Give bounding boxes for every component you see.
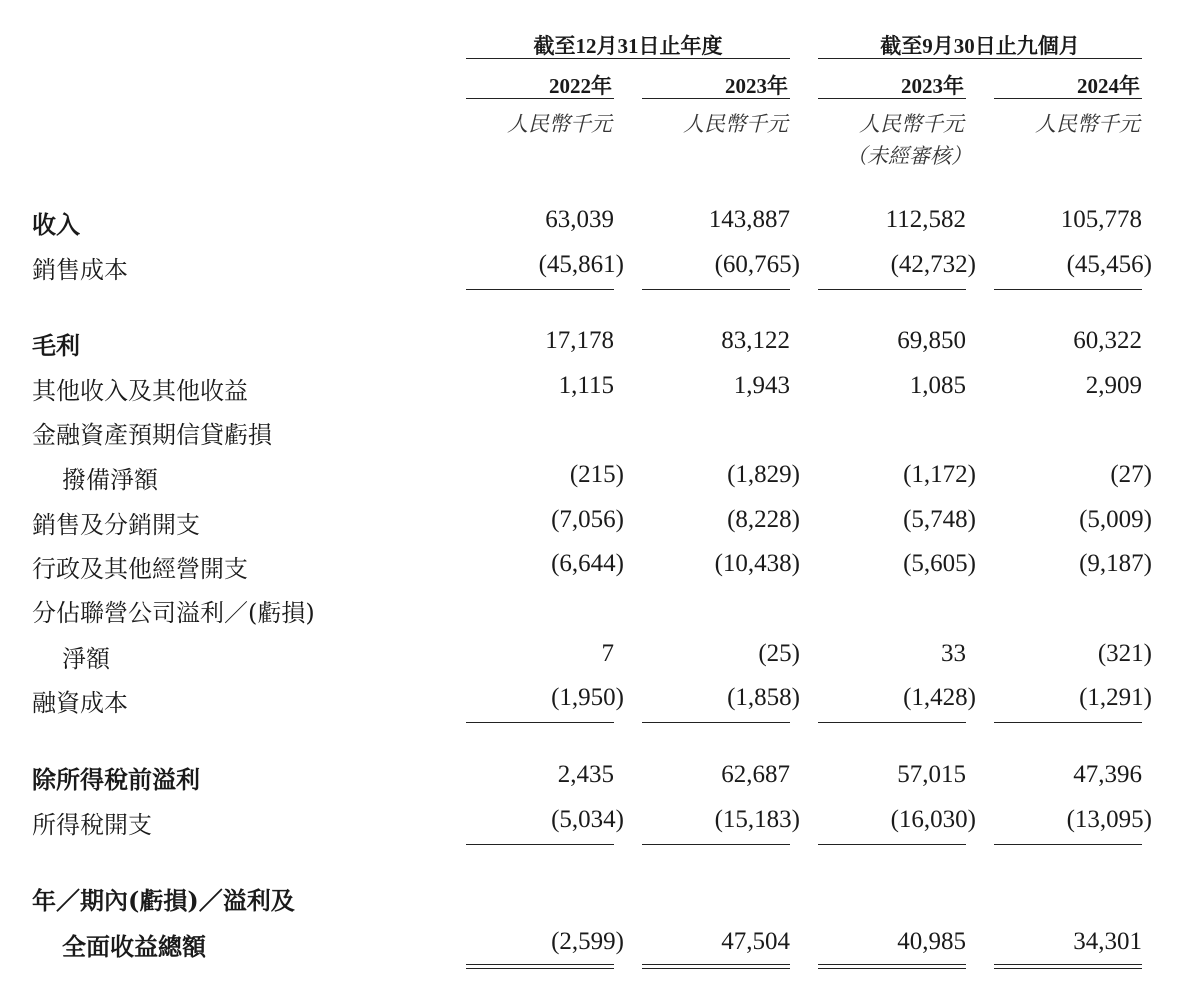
value-gross-profit-2023: 83,122 <box>721 327 790 354</box>
row-label-profit-before-tax: 除所得稅前溢利 <box>32 765 200 794</box>
value-revenue-9m2024: 105,778 <box>1060 206 1142 233</box>
value-associates-9m2024: (321) <box>1097 640 1152 667</box>
row-label-selling-expenses: 銷售及分銷開支 <box>32 511 200 539</box>
value-ecl-2023: (1,829) <box>727 461 800 488</box>
value-gross-profit-2022: 17,178 <box>545 327 614 354</box>
row-label-ecl-line2: 撥備淨額 <box>62 466 158 494</box>
header-group-nine-rule <box>818 58 1142 59</box>
value-cost-of-sales-2022: (45,861) <box>538 251 624 278</box>
subtotal-rule-1-col2 <box>642 289 790 290</box>
value-gross-profit-9m2023: 69,850 <box>897 327 966 354</box>
header-year-2022: 2022年 <box>549 74 612 98</box>
value-associates-2023: (25) <box>758 640 800 667</box>
header-rule-1 <box>466 98 614 99</box>
value-pbt-2022: 2,435 <box>557 761 614 788</box>
value-tax-2023: (15,183) <box>714 806 800 833</box>
row-label-total-line1: 年／期內(虧損)／溢利及 <box>32 886 295 915</box>
row-label-cost-of-sales: 銷售成本 <box>32 256 128 284</box>
total-double-rule-col1 <box>466 964 614 969</box>
unit-col-2: 人民幣千元 <box>683 112 788 136</box>
value-finance-costs-9m2024: (1,291) <box>1079 684 1152 711</box>
value-cost-of-sales-9m2024: (45,456) <box>1066 251 1152 278</box>
value-other-income-9m2024: 2,909 <box>1085 372 1142 399</box>
total-double-rule-col3 <box>818 964 966 969</box>
value-finance-costs-9m2023: (1,428) <box>903 684 976 711</box>
value-total-9m2023: 40,985 <box>897 928 966 955</box>
subtotal-rule-3-col1 <box>466 844 614 845</box>
row-label-revenue: 收入 <box>32 210 80 239</box>
header-group-year: 截至12月31日止年度 <box>533 34 723 58</box>
total-double-rule-col4 <box>994 964 1142 969</box>
value-pbt-9m2023: 57,015 <box>897 761 966 788</box>
value-admin-9m2023: (5,605) <box>903 550 976 577</box>
row-label-total-line2: 全面收益總額 <box>62 932 206 961</box>
value-selling-9m2024: (5,009) <box>1079 506 1152 533</box>
header-group-nine-months: 截至9月30日止九個月 <box>880 34 1080 58</box>
value-tax-9m2023: (16,030) <box>890 806 976 833</box>
row-label-gross-profit: 毛利 <box>32 331 80 360</box>
value-revenue-2023: 143,887 <box>708 206 790 233</box>
value-gross-profit-9m2024: 60,322 <box>1073 327 1142 354</box>
total-double-rule-col2 <box>642 964 790 969</box>
value-pbt-9m2024: 47,396 <box>1073 761 1142 788</box>
subtotal-rule-1-col1 <box>466 289 614 290</box>
value-cost-of-sales-9m2023: (42,732) <box>890 251 976 278</box>
subtotal-rule-1-col3 <box>818 289 966 290</box>
value-cost-of-sales-2023: (60,765) <box>714 251 800 278</box>
value-finance-costs-2023: (1,858) <box>727 684 800 711</box>
row-label-ecl-line1: 金融資產預期信貸虧損 <box>32 421 272 449</box>
subtotal-rule-2-col2 <box>642 722 790 723</box>
value-total-9m2024: 34,301 <box>1073 928 1142 955</box>
value-associates-2022: 7 <box>601 640 614 667</box>
subtotal-rule-2-col4 <box>994 722 1142 723</box>
value-other-income-2022: 1,115 <box>558 372 614 399</box>
value-ecl-9m2023: (1,172) <box>903 461 976 488</box>
row-label-finance-costs: 融資成本 <box>32 689 128 717</box>
header-rule-4 <box>994 98 1142 99</box>
value-tax-2022: (5,034) <box>551 806 624 833</box>
value-selling-9m2023: (5,748) <box>903 506 976 533</box>
value-revenue-9m2023: 112,582 <box>885 206 966 233</box>
row-label-admin-expenses: 行政及其他經營開支 <box>32 555 248 583</box>
row-label-income-tax: 所得稅開支 <box>32 811 152 839</box>
header-year-2023a: 2023年 <box>725 74 788 98</box>
value-admin-2023: (10,438) <box>714 550 800 577</box>
subtotal-rule-3-col4 <box>994 844 1142 845</box>
row-label-other-income: 其他收入及其他收益 <box>32 377 248 405</box>
value-revenue-2022: 63,039 <box>545 206 614 233</box>
value-admin-2022: (6,644) <box>551 550 624 577</box>
value-ecl-2022: (215) <box>569 461 624 488</box>
value-associates-9m2023: 33 <box>941 640 966 667</box>
unit-col-1: 人民幣千元 <box>507 112 612 136</box>
value-total-2023: 47,504 <box>721 928 790 955</box>
header-year-2023b: 2023年 <box>901 74 964 98</box>
subtotal-rule-3-col3 <box>818 844 966 845</box>
header-rule-3 <box>818 98 966 99</box>
subtotal-rule-3-col2 <box>642 844 790 845</box>
header-year-2024: 2024年 <box>1077 74 1140 98</box>
value-other-income-9m2023: 1,085 <box>909 372 966 399</box>
subtotal-rule-2-col3 <box>818 722 966 723</box>
value-pbt-2023: 62,687 <box>721 761 790 788</box>
value-finance-costs-2022: (1,950) <box>551 684 624 711</box>
value-ecl-9m2024: (27) <box>1110 461 1152 488</box>
unit-col-4: 人民幣千元 <box>1035 112 1140 136</box>
value-tax-9m2024: (13,095) <box>1066 806 1152 833</box>
value-total-2022: (2,599) <box>551 928 624 955</box>
row-label-associates-line1: 分佔聯營公司溢利／(虧損) <box>32 599 315 627</box>
subtotal-rule-2-col1 <box>466 722 614 723</box>
value-selling-2022: (7,056) <box>551 506 624 533</box>
unaudited-note: （未經審核） <box>846 144 972 168</box>
row-label-associates-line2: 淨額 <box>62 645 110 673</box>
header-group-year-rule <box>466 58 790 59</box>
header-rule-2 <box>642 98 790 99</box>
unit-col-3: 人民幣千元 <box>859 112 964 136</box>
value-admin-9m2024: (9,187) <box>1079 550 1152 577</box>
subtotal-rule-1-col4 <box>994 289 1142 290</box>
value-selling-2023: (8,228) <box>727 506 800 533</box>
value-other-income-2023: 1,943 <box>733 372 790 399</box>
